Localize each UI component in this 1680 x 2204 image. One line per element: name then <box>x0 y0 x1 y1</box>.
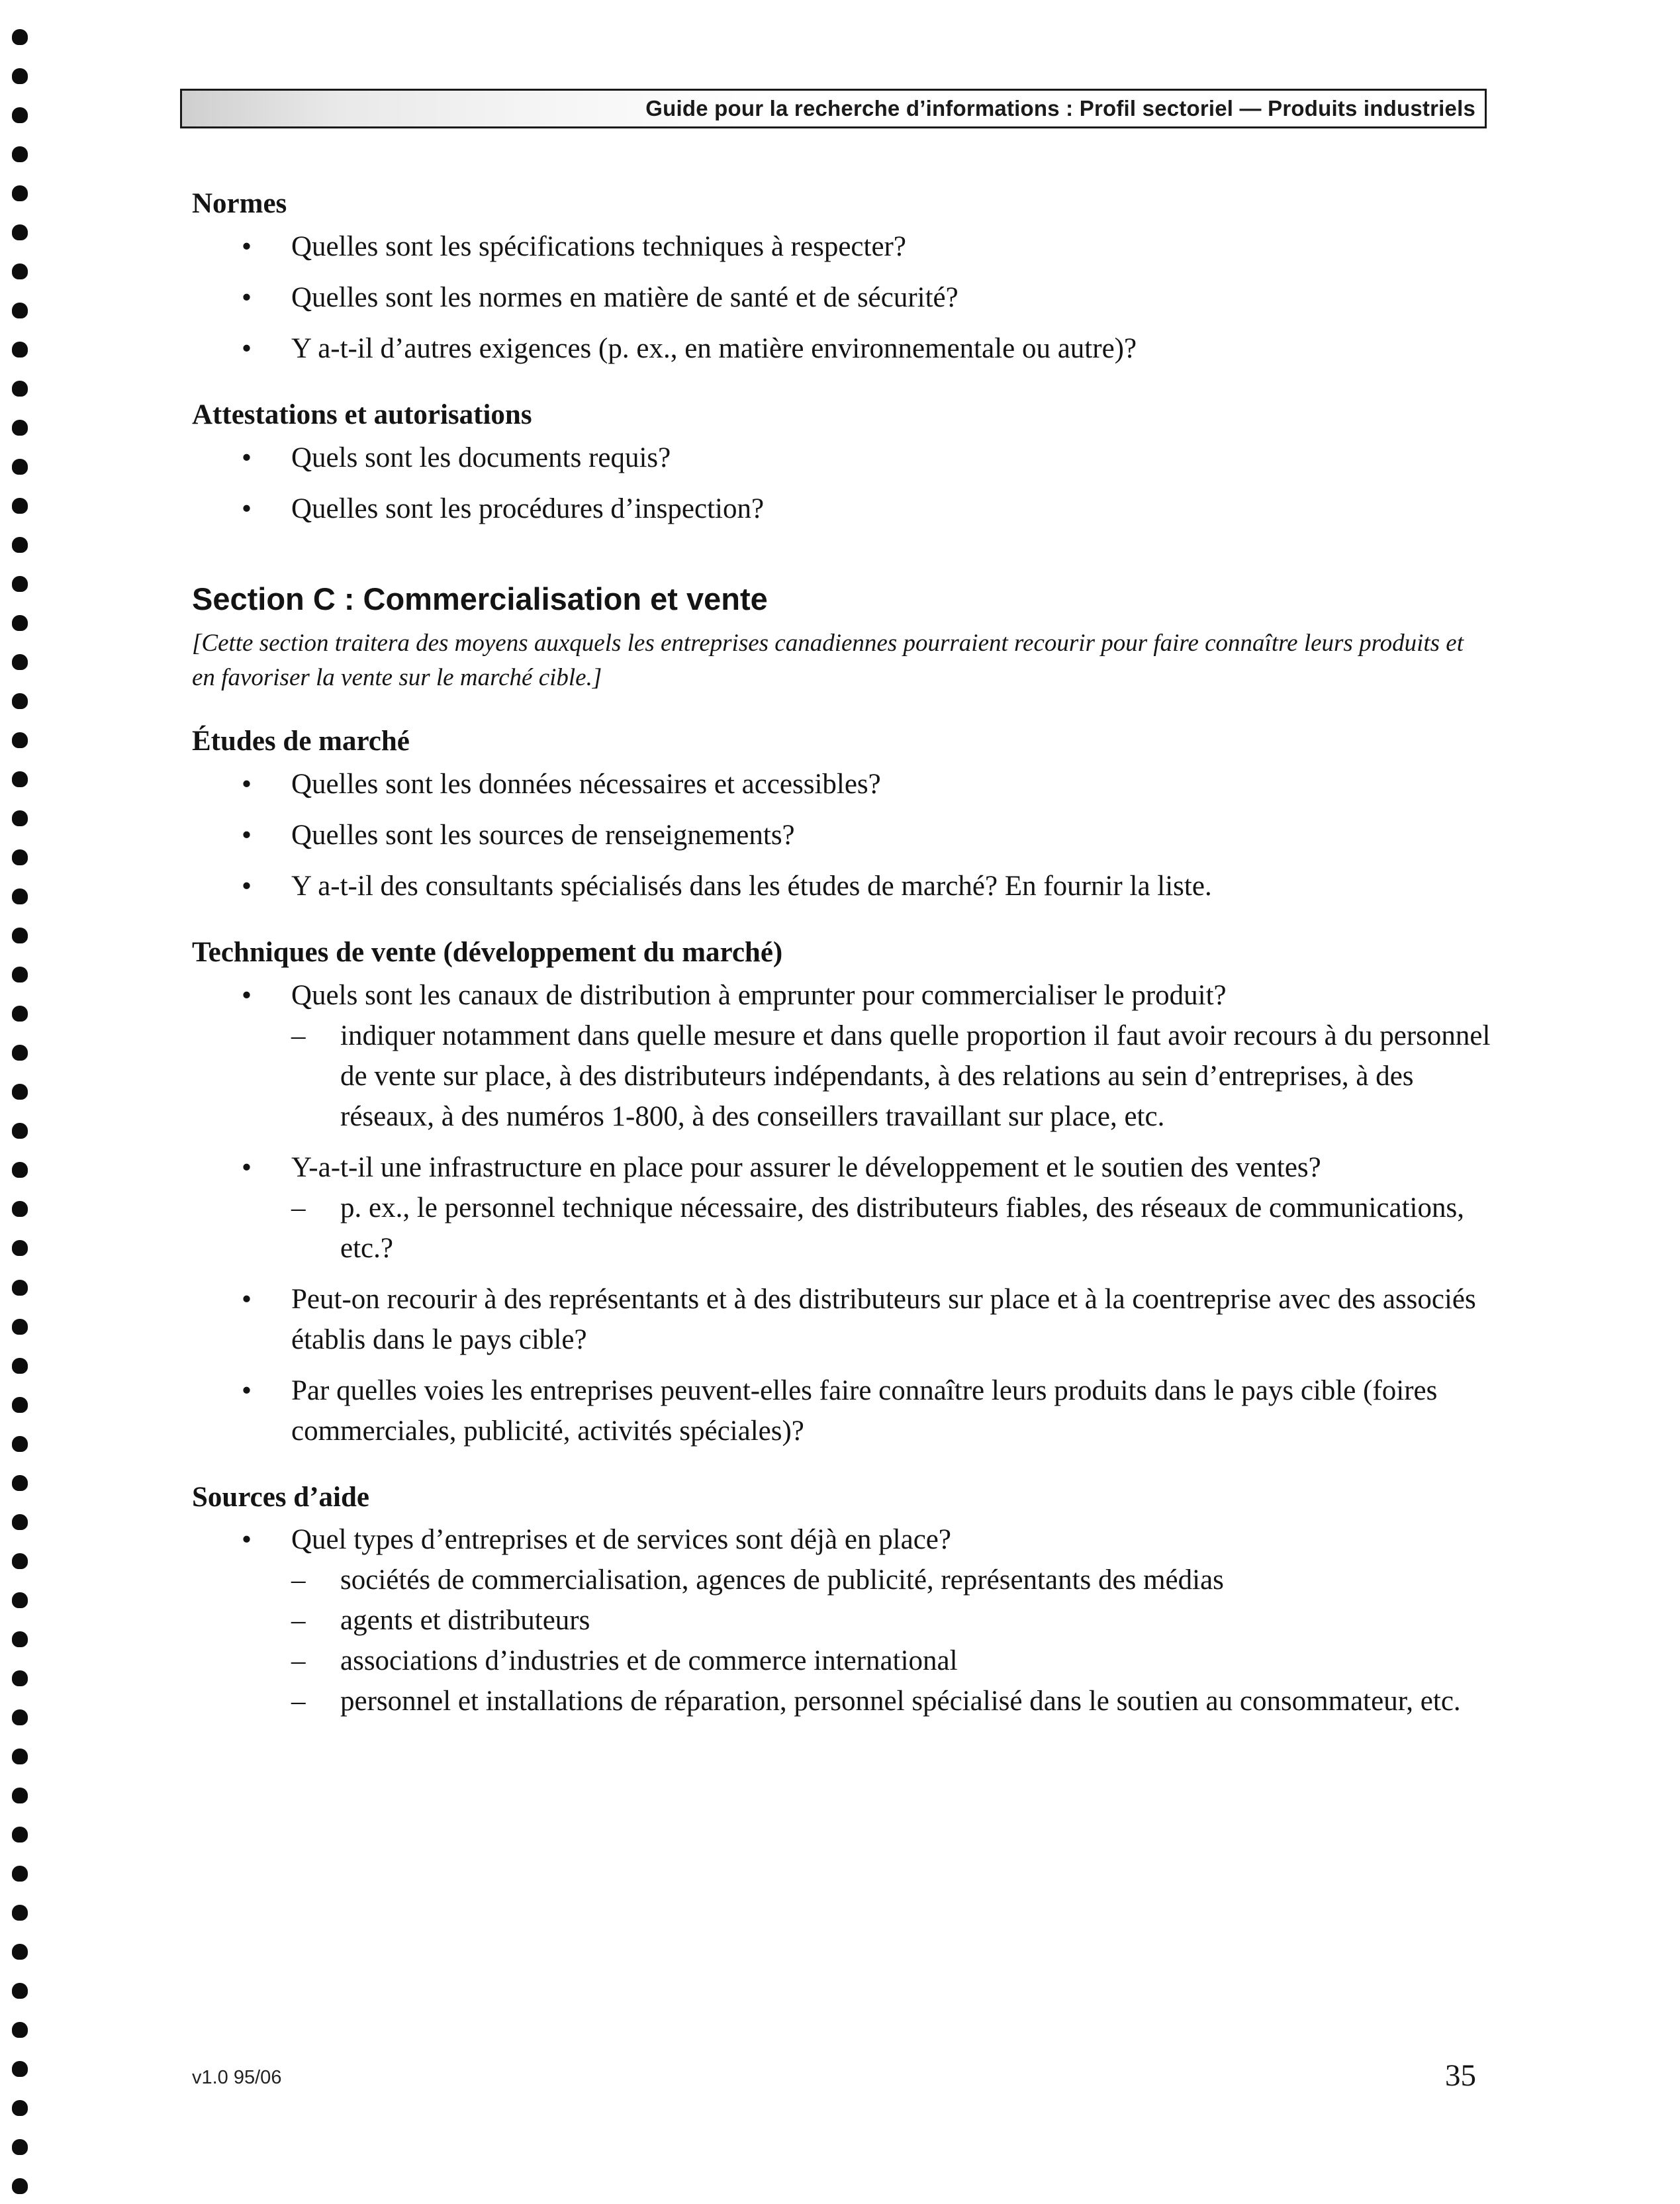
list-item-text: • Y-a-t-il une infrastructure en place pour assurer le développement et le soutien des ventes? <box>291 1151 1321 1183</box>
heading-sources: Sources d’aide <box>192 1481 369 1513</box>
binding-hole <box>12 654 28 670</box>
sub-list <box>291 1016 1503 1137</box>
binding-hole <box>12 849 28 865</box>
binding-hole <box>12 1397 28 1413</box>
sub-list-item: – indiquer notamment dans quelle mesure et dans quelle proportion il faut avoir recours à du personnel de vente sur place, à des distributeurs indépendants, à des relations au sein d’entreprises, à des réseaux, à des numéros 1-800, à des conseillers travaillant sur place, etc. <box>291 1016 1503 1137</box>
binding-hole <box>12 2100 28 2116</box>
binding-hole <box>12 1475 28 1491</box>
list-item-text: • Quel types d’entreprises et de services sont déjà en place? <box>291 1524 951 1556</box>
page-number: 35 <box>1445 2058 1476 2093</box>
list-item <box>192 1147 1503 1269</box>
sub-list-item: – personnel et installations de réparation, personnel spécialisé dans le soutien au consommateur, etc. <box>291 1681 1503 1721</box>
binding-hole <box>12 2022 28 2038</box>
binding-hole <box>12 1827 28 1843</box>
binding-hole <box>12 615 28 631</box>
page-content <box>192 185 1503 1732</box>
binding-hole <box>12 1749 28 1764</box>
binding-hole <box>12 29 28 45</box>
binding-hole <box>12 2178 28 2194</box>
list-sources <box>192 1519 1503 1721</box>
list-item: • Quelles sont les sources de renseignements? <box>192 815 1503 855</box>
list-item-text: • Quels sont les canaux de distribution à emprunter pour commercialiser le produit? <box>291 979 1227 1011</box>
binding-hole <box>12 1905 28 1921</box>
list-item: • Quelles sont les normes en matière de santé et de sécurité? <box>192 277 1503 318</box>
section-c-title: Section C : Commercialisation et vente <box>192 581 768 616</box>
binding-hole <box>12 1983 28 1999</box>
binding-holes <box>12 29 29 2194</box>
list-item: • Par quelles voies les entreprises peuvent-elles faire connaître leurs produits dans le pays cible (foires commerciales, publicité, activités spéciales)? <box>192 1370 1503 1451</box>
binding-hole <box>12 1162 28 1178</box>
binding-hole <box>12 1592 28 1608</box>
binding-hole <box>12 1123 28 1139</box>
list-item: • Y a-t-il des consultants spécialisés dans les études de marché? En fournir la liste. <box>192 866 1503 906</box>
binding-hole <box>12 1045 28 1061</box>
footer-version: v1.0 95/06 <box>192 2067 282 2088</box>
binding-hole <box>12 693 28 709</box>
heading-techniques: Techniques de vente (développement du marché) <box>192 936 783 968</box>
binding-hole <box>12 185 28 201</box>
binding-hole <box>12 459 28 475</box>
list-item <box>192 1519 1503 1721</box>
binding-hole <box>12 1436 28 1452</box>
binding-hole <box>12 1670 28 1686</box>
binding-hole <box>12 2061 28 2077</box>
list-item: • Quelles sont les procédures d’inspection? <box>192 489 1503 529</box>
binding-hole <box>12 732 28 748</box>
binding-hole <box>12 888 28 904</box>
list-etudes <box>192 764 1503 906</box>
binding-hole <box>12 1788 28 1803</box>
binding-hole <box>12 1280 28 1296</box>
list-item: • Quels sont les documents requis? <box>192 438 1503 478</box>
binding-hole <box>12 1240 28 1256</box>
list-item: • Quelles sont les données nécessaires et accessibles? <box>192 764 1503 804</box>
binding-hole <box>12 1006 28 1022</box>
sub-list-item: – sociétés de commercialisation, agences de publicité, représentants des médias <box>291 1560 1503 1600</box>
binding-hole <box>12 498 28 514</box>
binding-hole <box>12 1944 28 1960</box>
list-normes <box>192 226 1503 369</box>
binding-hole <box>12 1319 28 1335</box>
binding-hole <box>12 2139 28 2155</box>
binding-hole <box>12 1866 28 1882</box>
running-header <box>180 89 1487 128</box>
binding-hole <box>12 68 28 84</box>
binding-hole <box>12 146 28 162</box>
binding-hole <box>12 1201 28 1217</box>
sub-list <box>291 1188 1503 1269</box>
binding-hole <box>12 771 28 787</box>
list-item: • Quelles sont les spécifications techniques à respecter? <box>192 226 1503 267</box>
binding-hole <box>12 107 28 123</box>
binding-hole <box>12 264 28 279</box>
heading-etudes: Études de marché <box>192 725 410 757</box>
sub-list-item: – agents et distributeurs <box>291 1600 1503 1641</box>
sub-list <box>291 1560 1503 1721</box>
binding-hole <box>12 810 28 826</box>
binding-hole <box>12 967 28 982</box>
list-item <box>192 975 1503 1137</box>
list-techniques <box>192 975 1503 1451</box>
heading-attestations: Attestations et autorisations <box>192 399 532 430</box>
binding-hole <box>12 420 28 436</box>
binding-hole <box>12 303 28 318</box>
list-attestations <box>192 438 1503 529</box>
binding-hole <box>12 1553 28 1569</box>
sub-list-item: – p. ex., le personnel technique nécessaire, des distributeurs fiables, des réseaux de communications, etc.? <box>291 1188 1503 1269</box>
binding-hole <box>12 1514 28 1530</box>
section-c-note: [Cette section traitera des moyens auxquels les entreprises canadiennes pourraient recourir pour faire connaître leurs produits et en favoriser la vente sur le marché cible.] <box>192 629 1464 691</box>
binding-hole <box>12 1084 28 1100</box>
binding-hole <box>12 224 28 240</box>
binding-hole <box>12 1709 28 1725</box>
binding-hole <box>12 576 28 592</box>
heading-normes: Normes <box>192 188 287 219</box>
sub-list-item: – associations d’industries et de commerce international <box>291 1641 1503 1681</box>
binding-hole <box>12 928 28 943</box>
list-item: • Peut-on recourir à des représentants et à des distributeurs sur place et à la coentreprise avec des associés établis dans le pays cible? <box>192 1279 1503 1360</box>
binding-hole <box>12 342 28 358</box>
binding-hole <box>12 1631 28 1647</box>
binding-hole <box>12 537 28 553</box>
list-item: • Y a-t-il d’autres exigences (p. ex., en matière environnementale ou autre)? <box>192 328 1503 369</box>
binding-hole <box>12 381 28 397</box>
header-text: Guide pour la recherche d’informations : Profil sectoriel — Produits industriels <box>645 96 1475 120</box>
binding-hole <box>12 1358 28 1374</box>
